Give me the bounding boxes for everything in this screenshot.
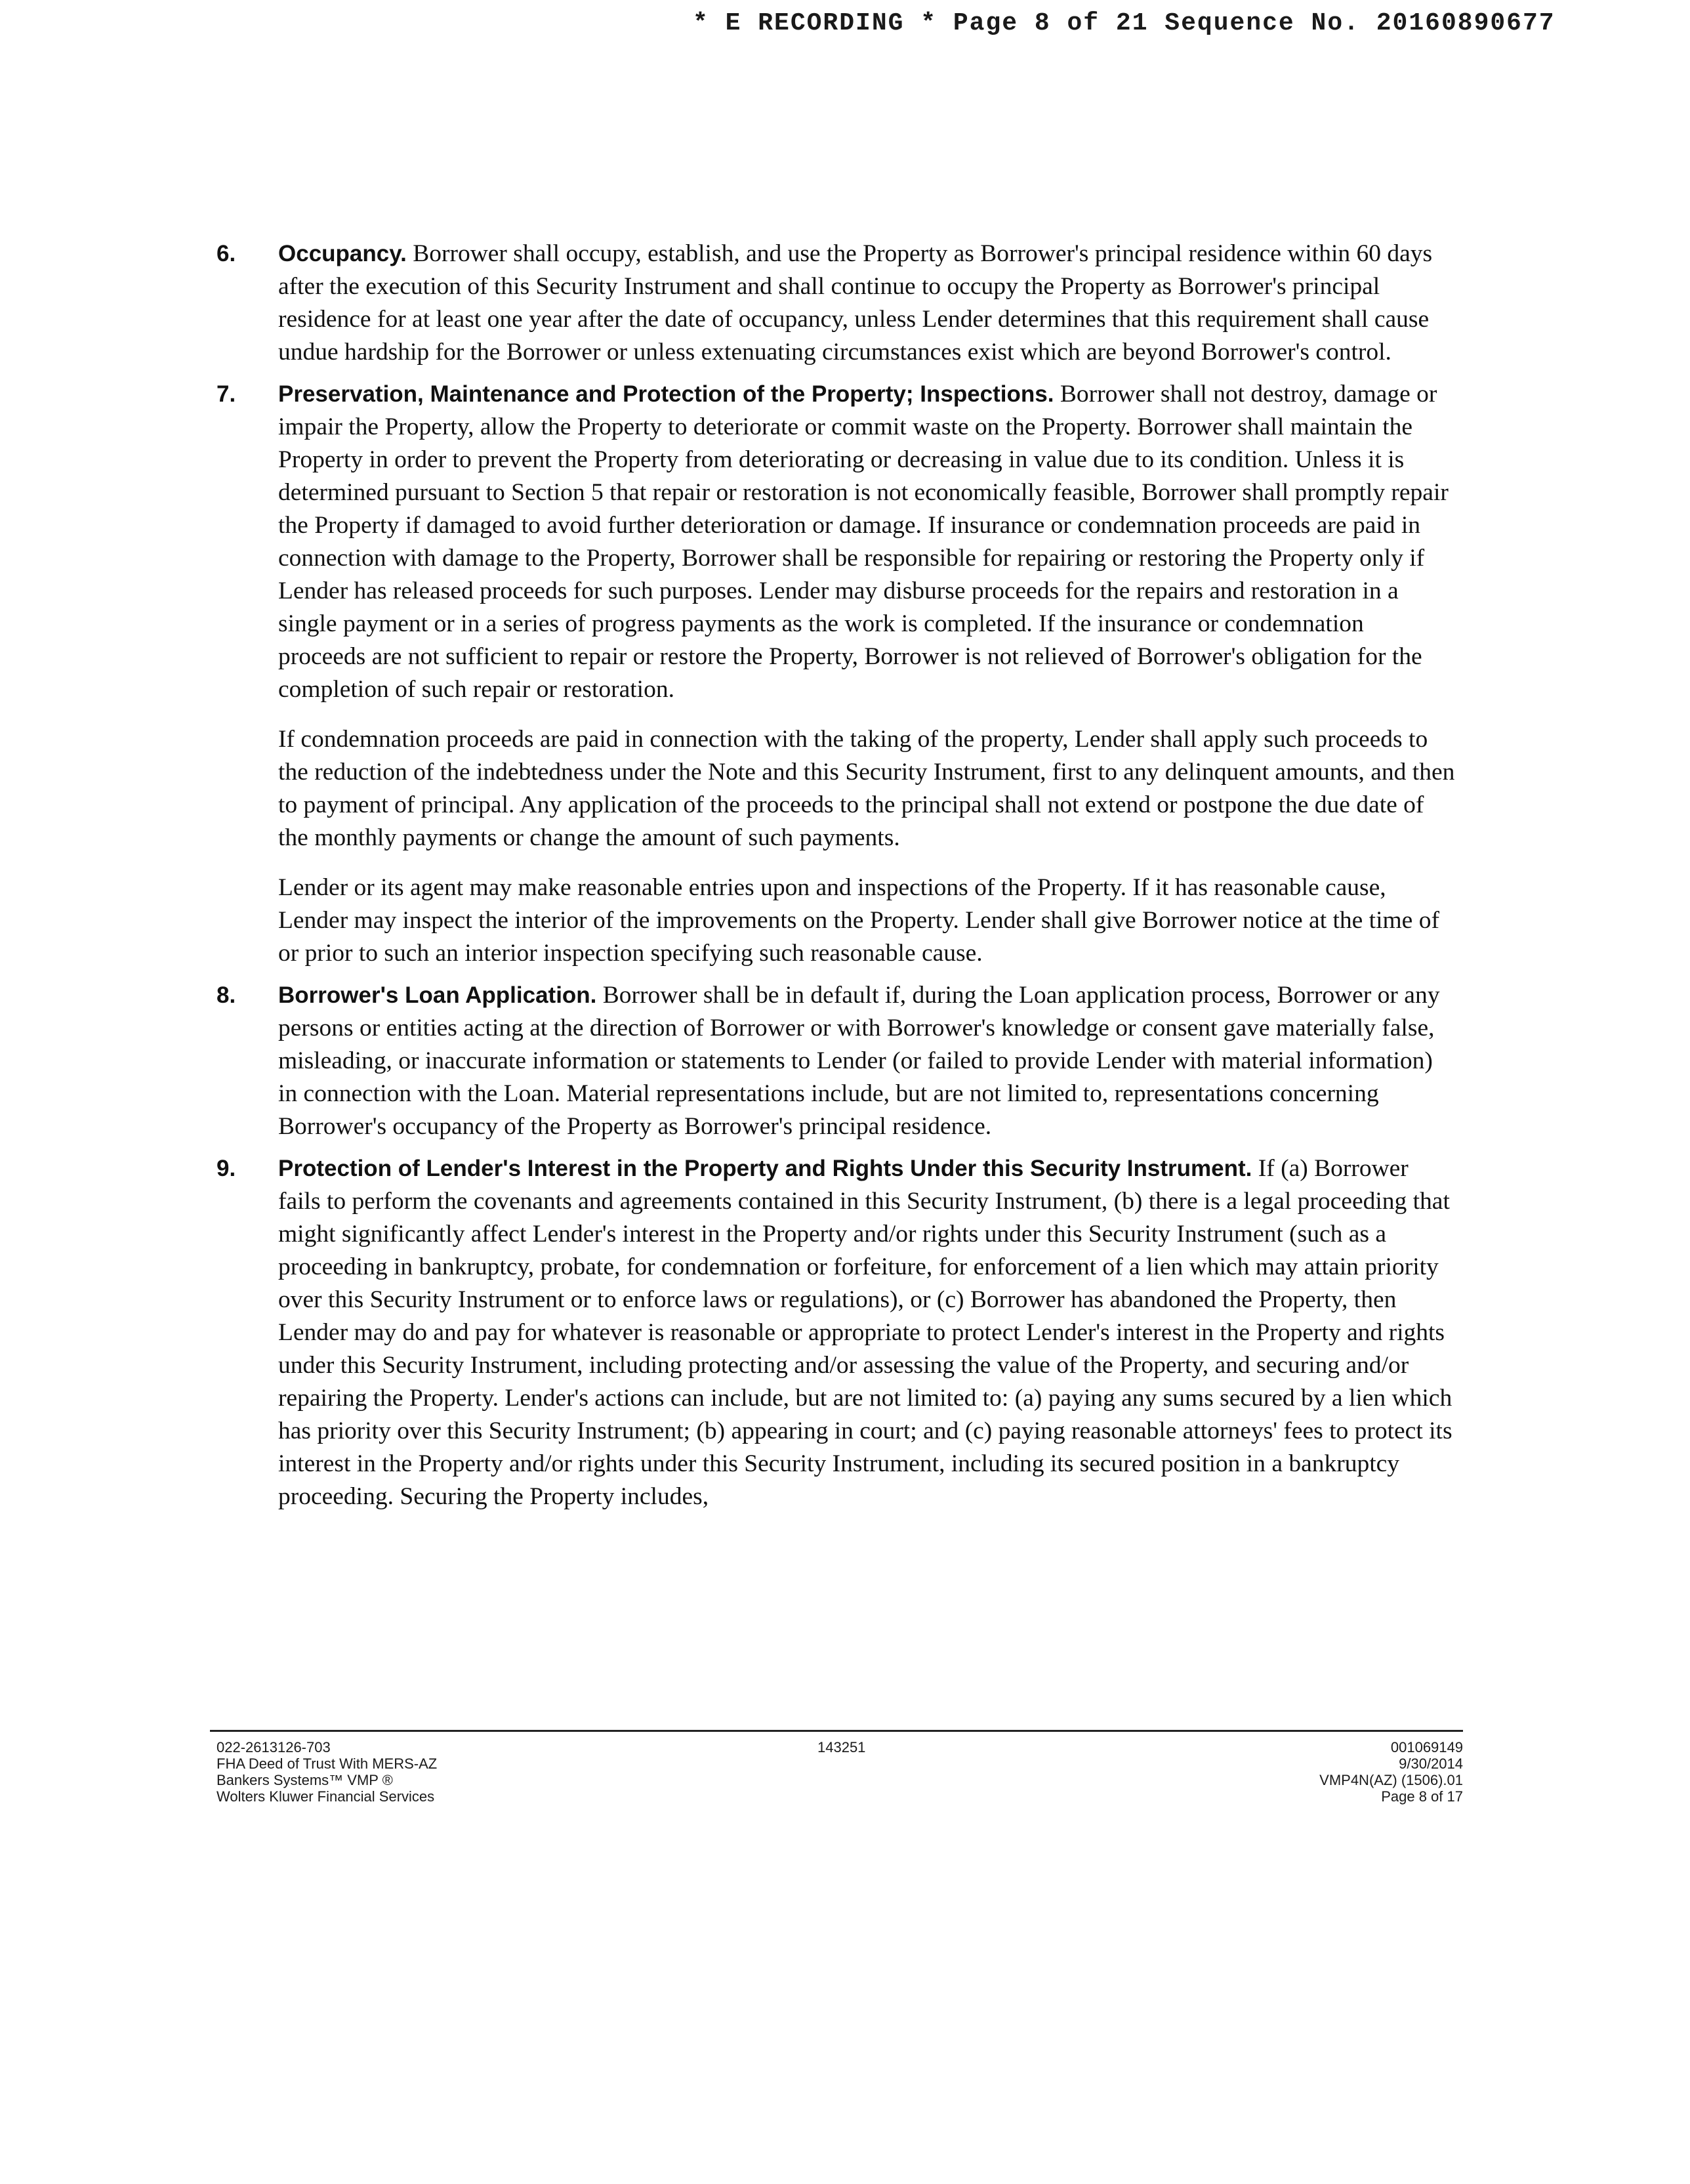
form-date: 9/30/2014	[1399, 1755, 1463, 1772]
section-heading: Borrower's Loan Application.	[278, 982, 597, 1008]
section-paragraph	[278, 378, 1456, 706]
footer-divider	[210, 1730, 1463, 1732]
section-number: 6.	[216, 241, 236, 266]
paragraph-text: Borrower shall be in default if, during the Loan application process, Borrower or any persons or entities acting at the direction of Borrower or with Borrower's knowledge or consent gave materially false, misleading, or inaccurate information or statements to Lender (or failed to provide Lender with material information) in connection with the Loan. Material representations include, but are not limited to, representations concerning Borrower's occupancy of the Property as Borrower's principal residence.	[278, 982, 1440, 1140]
section-paragraph	[278, 1152, 1456, 1513]
form-vendor: Bankers Systems™ VMP ®	[216, 1772, 393, 1788]
paragraph-text: Borrower shall occupy, establish, and use the Property as Borrower's principal residence within 60 days after the execution of this Security Instrument and shall continue to occupy the Property as Borrower's principal residence for at least one year after the date of occupancy, unless Lender determines that this requirement shall cause undue hardship for the Borrower or unless extenuating circumstances exist which are beyond Borrower's control.	[278, 240, 1433, 366]
document-id: 001069149	[1390, 1739, 1463, 1755]
section-8-loan-application	[210, 979, 1456, 1143]
section-9-protection-of-lenders-interest	[210, 1152, 1456, 1513]
section-6-occupancy	[210, 238, 1456, 369]
recording-stamp-header: * E RECORDING * Page 8 of 21 Sequence No. 20160890677	[693, 9, 1556, 37]
section-heading: Protection of Lender's Interest in the Property and Rights Under this Security Instrument.	[278, 1156, 1252, 1181]
section-heading: Preservation, Maintenance and Protection of the Property; Inspections.	[278, 381, 1054, 407]
paragraph-text: If (a) Borrower fails to perform the covenants and agreements contained in this Security Instrument, (b) there is a legal proceeding that might significantly affect Lender's interest in the Property and/or rights under this Security Instrument (such as a proceeding in bankruptcy, probate, for condemnation or forfeiture, for enforcement of a lien which may attain priority over this Security Instrument or to enforce laws or regulations), or (c) Borrower has abandoned the Property, then Lender may do and pay for whatever is reasonable or appropriate to protect Lender's interest in the Property and rights under this Security Instrument, including protecting and/or assessing the value of the Property, and securing and/or repairing the Property. Lender's actions can include, but are not limited to: (a) paying any sums secured by a lien which has priority over this Security Instrument; (b) appearing in court; and (c) paying reasonable attorneys' fees to protect its interest in the Property and/or rights under this Security Instrument, including its secured position in a bankruptcy proceeding. Securing the Property includes,	[278, 1155, 1453, 1510]
form-publisher: Wolters Kluwer Financial Services	[216, 1788, 435, 1805]
section-number: 9.	[216, 1156, 236, 1181]
section-paragraph: Lender or its agent may make reasonable entries upon and inspections of the Property. If it has reasonable cause, Lender may inspect the interior of the improvements on the Property. Lender shall give Borrower notice at the time of or prior to such an interior inspection specifying such reasonable cause.	[278, 874, 1439, 967]
page-number: Page 8 of 17	[1381, 1788, 1463, 1805]
section-heading: Occupancy.	[278, 241, 407, 266]
loan-number: 022-2613126-703	[216, 1739, 331, 1755]
form-code: VMP4N(AZ) (1506).01	[1319, 1772, 1463, 1788]
document-body	[210, 238, 1456, 1522]
section-number: 7.	[216, 381, 236, 407]
footer-form-info	[216, 1739, 676, 1805]
paragraph-text: Borrower shall not destroy, damage or impair the Property, allow the Property to deteriorate or commit waste on the Property. Borrower shall maintain the Property in order to prevent the Property from deteriorating or decreasing in value due to its condition. Unless it is determined pursuant to Section 5 that repair or restoration is not economically feasible, Borrower shall promptly repair the Property if damaged to avoid further deterioration or damage. If insurance or condemnation proceeds are paid in connection with damage to the Property, Borrower shall be responsible for repairing or restoring the Property only if Lender has released proceeds for such purposes. Lender may disburse proceeds for the repairs and restoration in a single payment or in a series of progress payments as the work is completed. If the insurance or condemnation proceeds are not sufficient to repair or restore the Property, Borrower is not relieved of Borrower's obligation for the completion of such repair or restoration.	[278, 381, 1449, 703]
footer-center-code: 143251	[817, 1739, 866, 1755]
footer-form-details	[1135, 1739, 1463, 1805]
section-paragraph	[278, 979, 1456, 1143]
section-paragraph: If condemnation proceeds are paid in connection with the taking of the property, Lender shall apply such proceeds to the reduction of the indebtedness under the Note and this Security Instrument, first to any delinquent amounts, and then to payment of principal. Any application of the proceeds to the principal shall not extend or postpone the due date of the monthly payments or change the amount of such payments.	[278, 726, 1455, 851]
section-paragraph	[278, 238, 1456, 369]
section-7-preservation	[210, 378, 1456, 970]
form-title: FHA Deed of Trust With MERS-AZ	[216, 1755, 438, 1772]
section-number: 8.	[216, 982, 236, 1008]
